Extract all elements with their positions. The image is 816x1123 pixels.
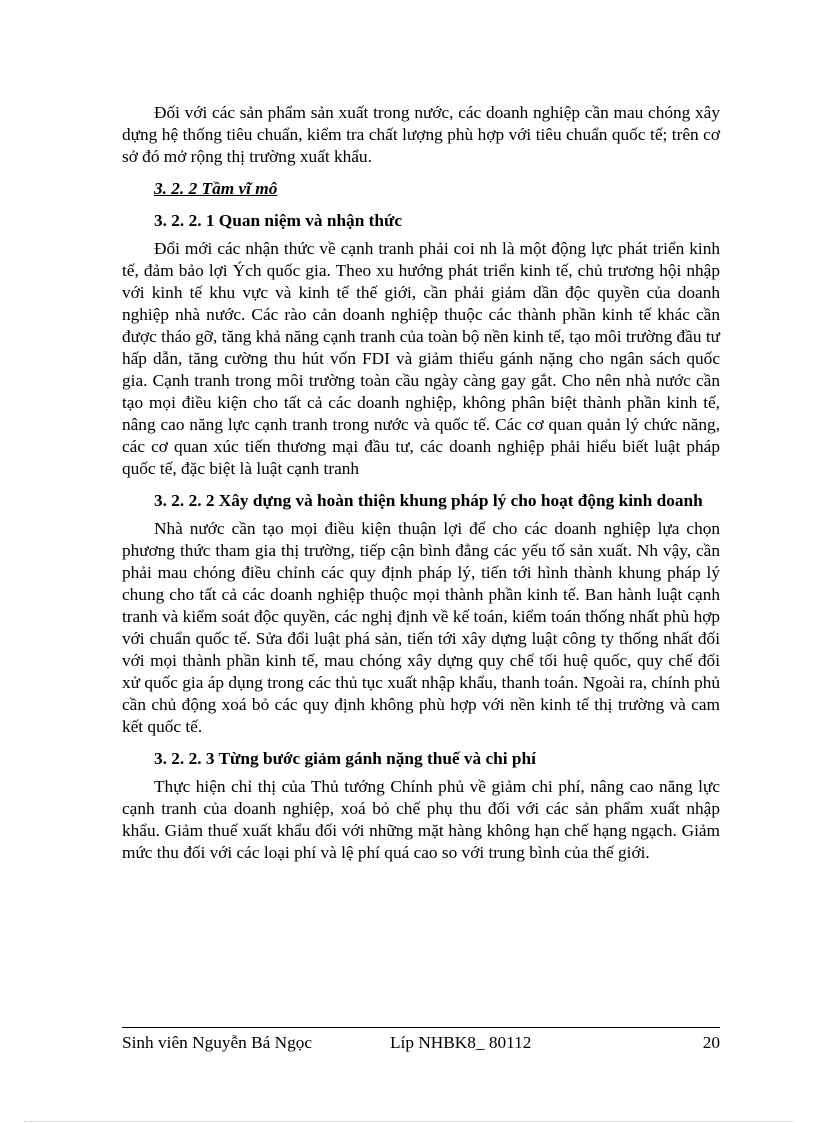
paragraph-tax-burden: Thực hiện chỉ thị của Thủ tướng Chính phủ về giảm chi phí, nâng cao năng lực cạnh tranh của doanh nghiệp, xoá bỏ chế phụ thu đối với các sản phẩm xuất nhập khẩu. Giảm thuế xuất khẩu đối với những mặt hàng không hạn chế hạng ngạch. Giảm mức thu đối với các loại phí và lệ phí quá cao so với trung bình của thế giới. — [122, 777, 720, 862]
paragraph-intro: Đối với các sản phẩm sản xuất trong nước, các doanh nghiệp cần mau chóng xây dựng hệ thống tiêu chuẩn, kiểm tra chất lượng phù hợp với tiêu chuẩn quốc tế; trên cơ sở đó mở rộng thị trường xuất khẩu. — [122, 103, 720, 166]
paragraph-awareness: Đổi mới các nhận thức về cạnh tranh phải coi nh là một động lực phát triển kinh tế, đảm bảo lợi Ých quốc gia. Theo xu hướng phát triển kinh tế, chủ trương hội nhập với kinh tế khu vực và kinh tế thế giới, cần phải giảm dần độc quyền của doanh nghiệp nhà nước. Các rào cản doanh nghiệp thuộc các thành phần kinh tế khác cần được tháo gỡ, tăng khả năng cạnh tranh của toàn bộ nền kinh tế, tạo môi trường đầu tư hấp dẫn, tăng cường thu hút vốn FDI và giảm thiểu gánh nặng cho ngân sách quốc gia. Cạnh tranh trong môi trường toàn cầu ngày càng gay gắt. Cho nên nhà nước cần tạo mọi điều kiện cho tất cả các doanh nghiệp, không phân biệt thành phần kinh tế, nâng cao năng lực cạnh tranh trong nước và quốc tế. Các cơ quan quản lý chức năng, các cơ quan xúc tiến thương mại đầu tư, các doanh nghiệp phải hiểu biết luật pháp quốc tế, đặc biệt là luật cạnh tranh — [122, 239, 720, 478]
page-number: 20 — [702, 1033, 720, 1052]
footer-student-name: Sinh viên Nguyễn Bá Ngọc — [122, 1033, 313, 1052]
footer-class-code: Líp NHBK8_ 80112 — [390, 1033, 532, 1052]
section-heading-macro: 3. 2. 2 Tầm vĩ mô — [154, 179, 278, 198]
page-footer — [122, 1033, 720, 1057]
page-body — [122, 102, 720, 1062]
subsection-heading-tax-burden: 3. 2. 2. 3 Từng bước giảm gánh nặng thuế và chi phí — [154, 749, 536, 768]
paragraph-legal-framework: Nhà nước cần tạo mọi điều kiện thuận lợi để cho các doanh nghiệp lựa chọn phương thức tham gia thị trường, tiếp cận bình đẳng các yếu tố sản xuất. Nh vậy, cần phải mau chóng điều chỉnh các quy định pháp lý, tiến tới hình thành khung pháp lý chung cho tất cả các doanh nghiệp thuộc mọi thành phần kinh tế. Ban hành luật cạnh tranh và kiểm soát độc quyền, các nghị định về kế toán, kiểm toán thống nhất phù hợp với chuẩn quốc tế. Sửa đổi luật phá sản, tiến tới xây dựng luật công ty thống nhất đối với mọi thành phần kinh tế, mau chóng xây dựng quy chế tối huệ quốc, quy chế đối xử quốc gia áp dụng trong các thủ tục xuất nhập khẩu, thanh toán. Ngoài ra, chính phủ cần chủ động xoá bỏ các quy định không phù hợp với nền kinh tế thị trường và cam kết quốc tế. — [122, 519, 720, 736]
footer-divider — [122, 1027, 720, 1028]
subsection-heading-legal-framework: 3. 2. 2. 2 Xây dựng và hoàn thiện khung pháp lý cho hoạt động kinh doanh — [154, 491, 703, 510]
subsection-heading-awareness: 3. 2. 2. 1 Quan niệm và nhận thức — [154, 211, 403, 230]
page-bottom-edge — [24, 1121, 794, 1122]
